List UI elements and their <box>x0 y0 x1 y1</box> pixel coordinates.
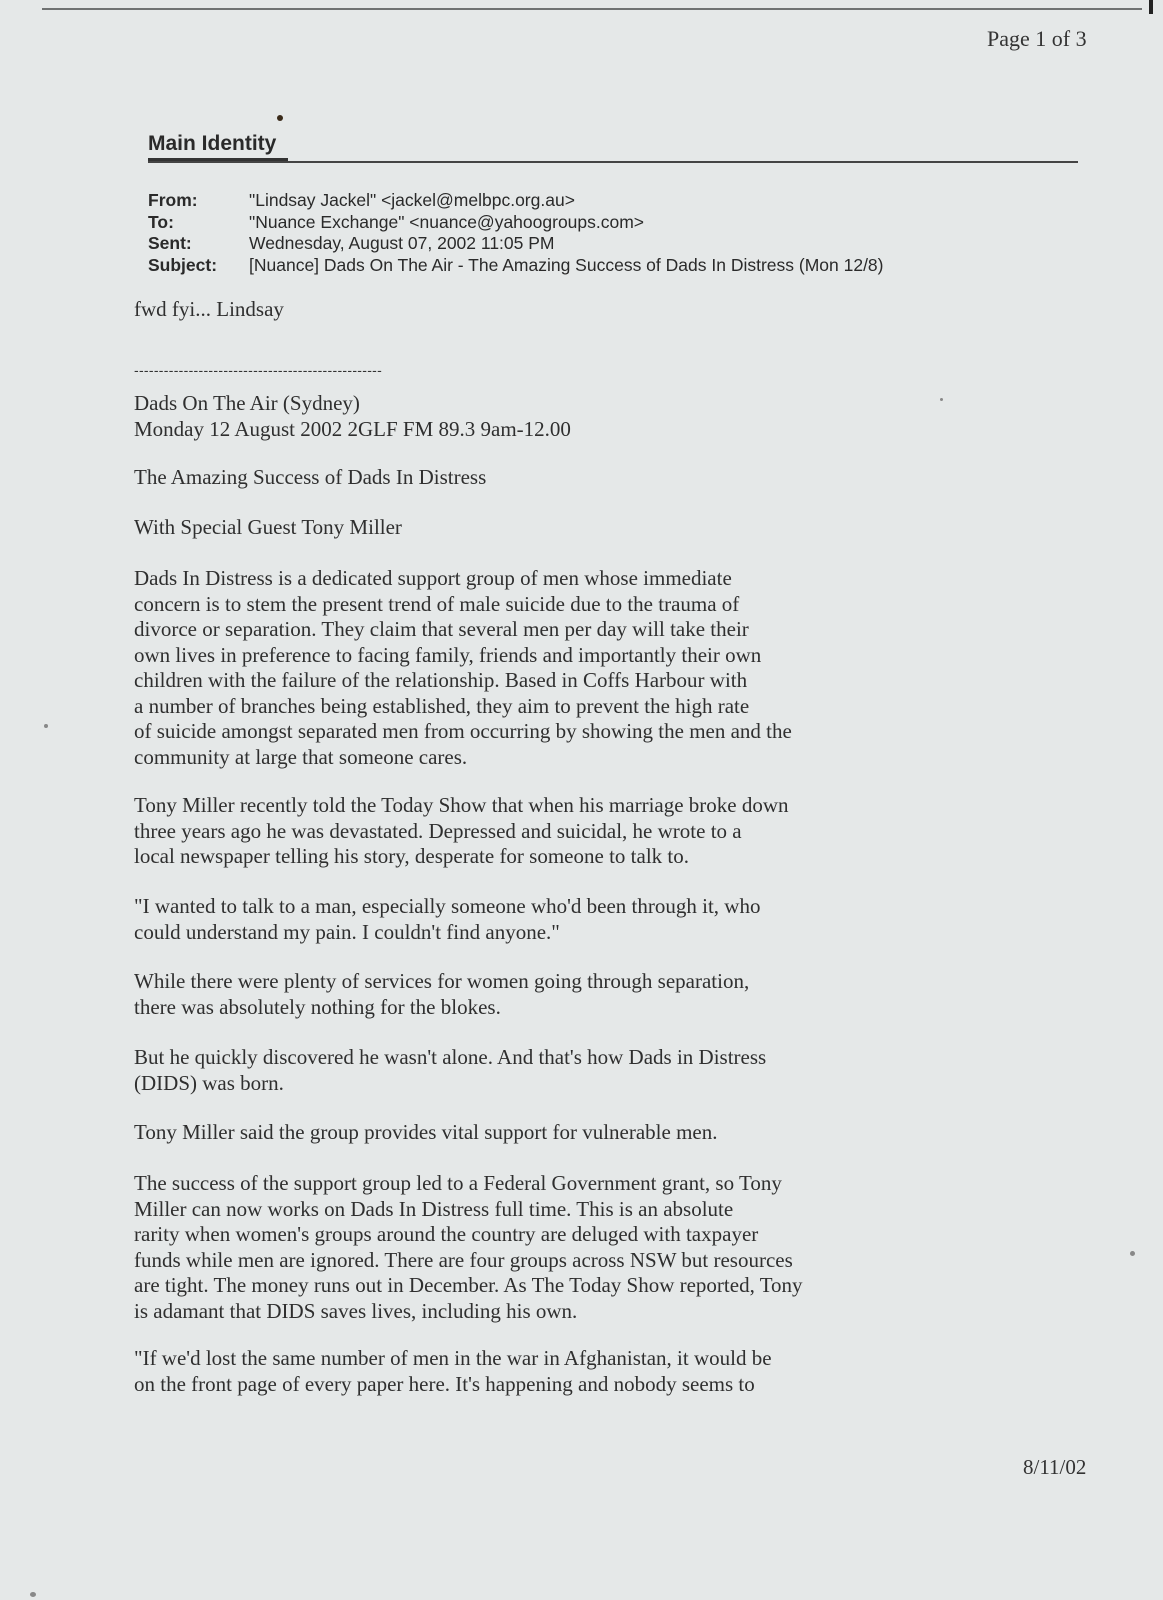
paragraph-text: But he quickly discovered he wasn't alone. And that's how Dads in Distress (DIDS) was born. <box>134 1045 767 1095</box>
header-label: To: <box>148 211 174 232</box>
footer-date: 8/11/02 <box>1023 1455 1087 1479</box>
paragraph-today-show <box>134 793 894 870</box>
header-subject <box>148 255 884 277</box>
ink-dot <box>277 115 283 121</box>
header-sent <box>148 233 884 255</box>
paragraph-guest <box>134 515 894 541</box>
paragraph-show-info <box>134 391 894 442</box>
page-top-edge <box>42 8 1142 10</box>
header-label: Sent: <box>148 233 192 253</box>
text-divider: -------------------------------------------------- <box>134 362 383 378</box>
paragraph-text: "I wanted to talk to a man, especially someone who'd been through it, who could understand my pain. I couldn't find anyone." <box>134 894 761 944</box>
forward-note <box>134 297 894 323</box>
page-number: Page 1 of 3 <box>987 26 1087 51</box>
paragraph-afghanistan <box>134 1346 894 1397</box>
paragraph-text: Tony Miller recently told the Today Show that when his marriage broke down three years ago he was devastated. Depressed and suicidal, he wrote to a local newspaper telling his story, desperate for someone to talk to. <box>134 793 789 868</box>
paragraph-quote <box>134 894 894 945</box>
forward-note-text: fwd fyi... Lindsay <box>134 297 284 321</box>
paragraph-not-alone <box>134 1045 894 1096</box>
paragraph-support <box>134 1120 894 1146</box>
paragraph-about <box>134 566 894 770</box>
email-headers <box>148 190 884 276</box>
paragraph-title <box>134 465 894 491</box>
paragraph-services <box>134 969 894 1020</box>
header-value: [Nuance] Dads On The Air - The Amazing Success of Dads In Distress (Mon 12/8) <box>249 254 884 275</box>
paragraph-text: Dads On The Air (Sydney) Monday 12 August 2002 2GLF FM 89.3 9am-12.00 <box>134 391 571 441</box>
paragraph-text: Dads In Distress is a dedicated support group of men whose immediate concern is to stem the present trend of male suicide due to the trauma of divorce or separation. They claim that several men per day will take their own lives in preference to facing family, friends and importantly their own children with the failure of the relationship. Based in Coffs Harbour with a number of branches being established, they aim to prevent the high rate of suicide amongst separated men from occurring by showing the men and the community at large that someone cares. <box>134 566 792 769</box>
paragraph-text: Tony Miller said the group provides vital support for vulnerable men. <box>134 1120 718 1144</box>
paper-speck <box>44 724 48 728</box>
header-to <box>148 212 884 234</box>
header-label: From: <box>148 190 198 210</box>
paragraph-grant <box>134 1171 894 1324</box>
paragraph-text: The success of the support group led to a Federal Government grant, so Tony Miller can now works on Dads In Distress full time. This is an absolute rarity when women's groups around the country are deluged with taxpayer funds while men are ignored. There are four groups across NSW but resources are tight. The money runs out in December. As The Today Show reported, Tony is adamant that DIDS saves lives, including his own. <box>134 1171 803 1323</box>
paper-speck <box>30 1592 36 1597</box>
header-value: "Nuance Exchange" <nuance@yahoogroups.com> <box>249 211 645 232</box>
header-from <box>148 190 884 212</box>
header-value: "Lindsay Jackel" <jackel@melbpc.org.au> <box>249 190 575 210</box>
section-divider <box>148 161 1078 163</box>
page-corner-mark <box>1149 0 1153 14</box>
header-value: Wednesday, August 07, 2002 11:05 PM <box>249 233 555 253</box>
paragraph-text: While there were plenty of services for women going through separation, there was absolutely nothing for the blokes. <box>134 969 750 1019</box>
paper-speck <box>1130 1251 1135 1256</box>
paragraph-text: With Special Guest Tony Miller <box>134 515 402 539</box>
header-label: Subject: <box>148 254 218 275</box>
paper-speck <box>940 398 943 401</box>
section-title: Main Identity <box>148 132 277 155</box>
paragraph-text: The Amazing Success of Dads In Distress <box>134 465 487 489</box>
paragraph-text: "If we'd lost the same number of men in the war in Afghanistan, it would be on the front page of every paper here. It's happening and nobody seems to <box>134 1346 772 1396</box>
